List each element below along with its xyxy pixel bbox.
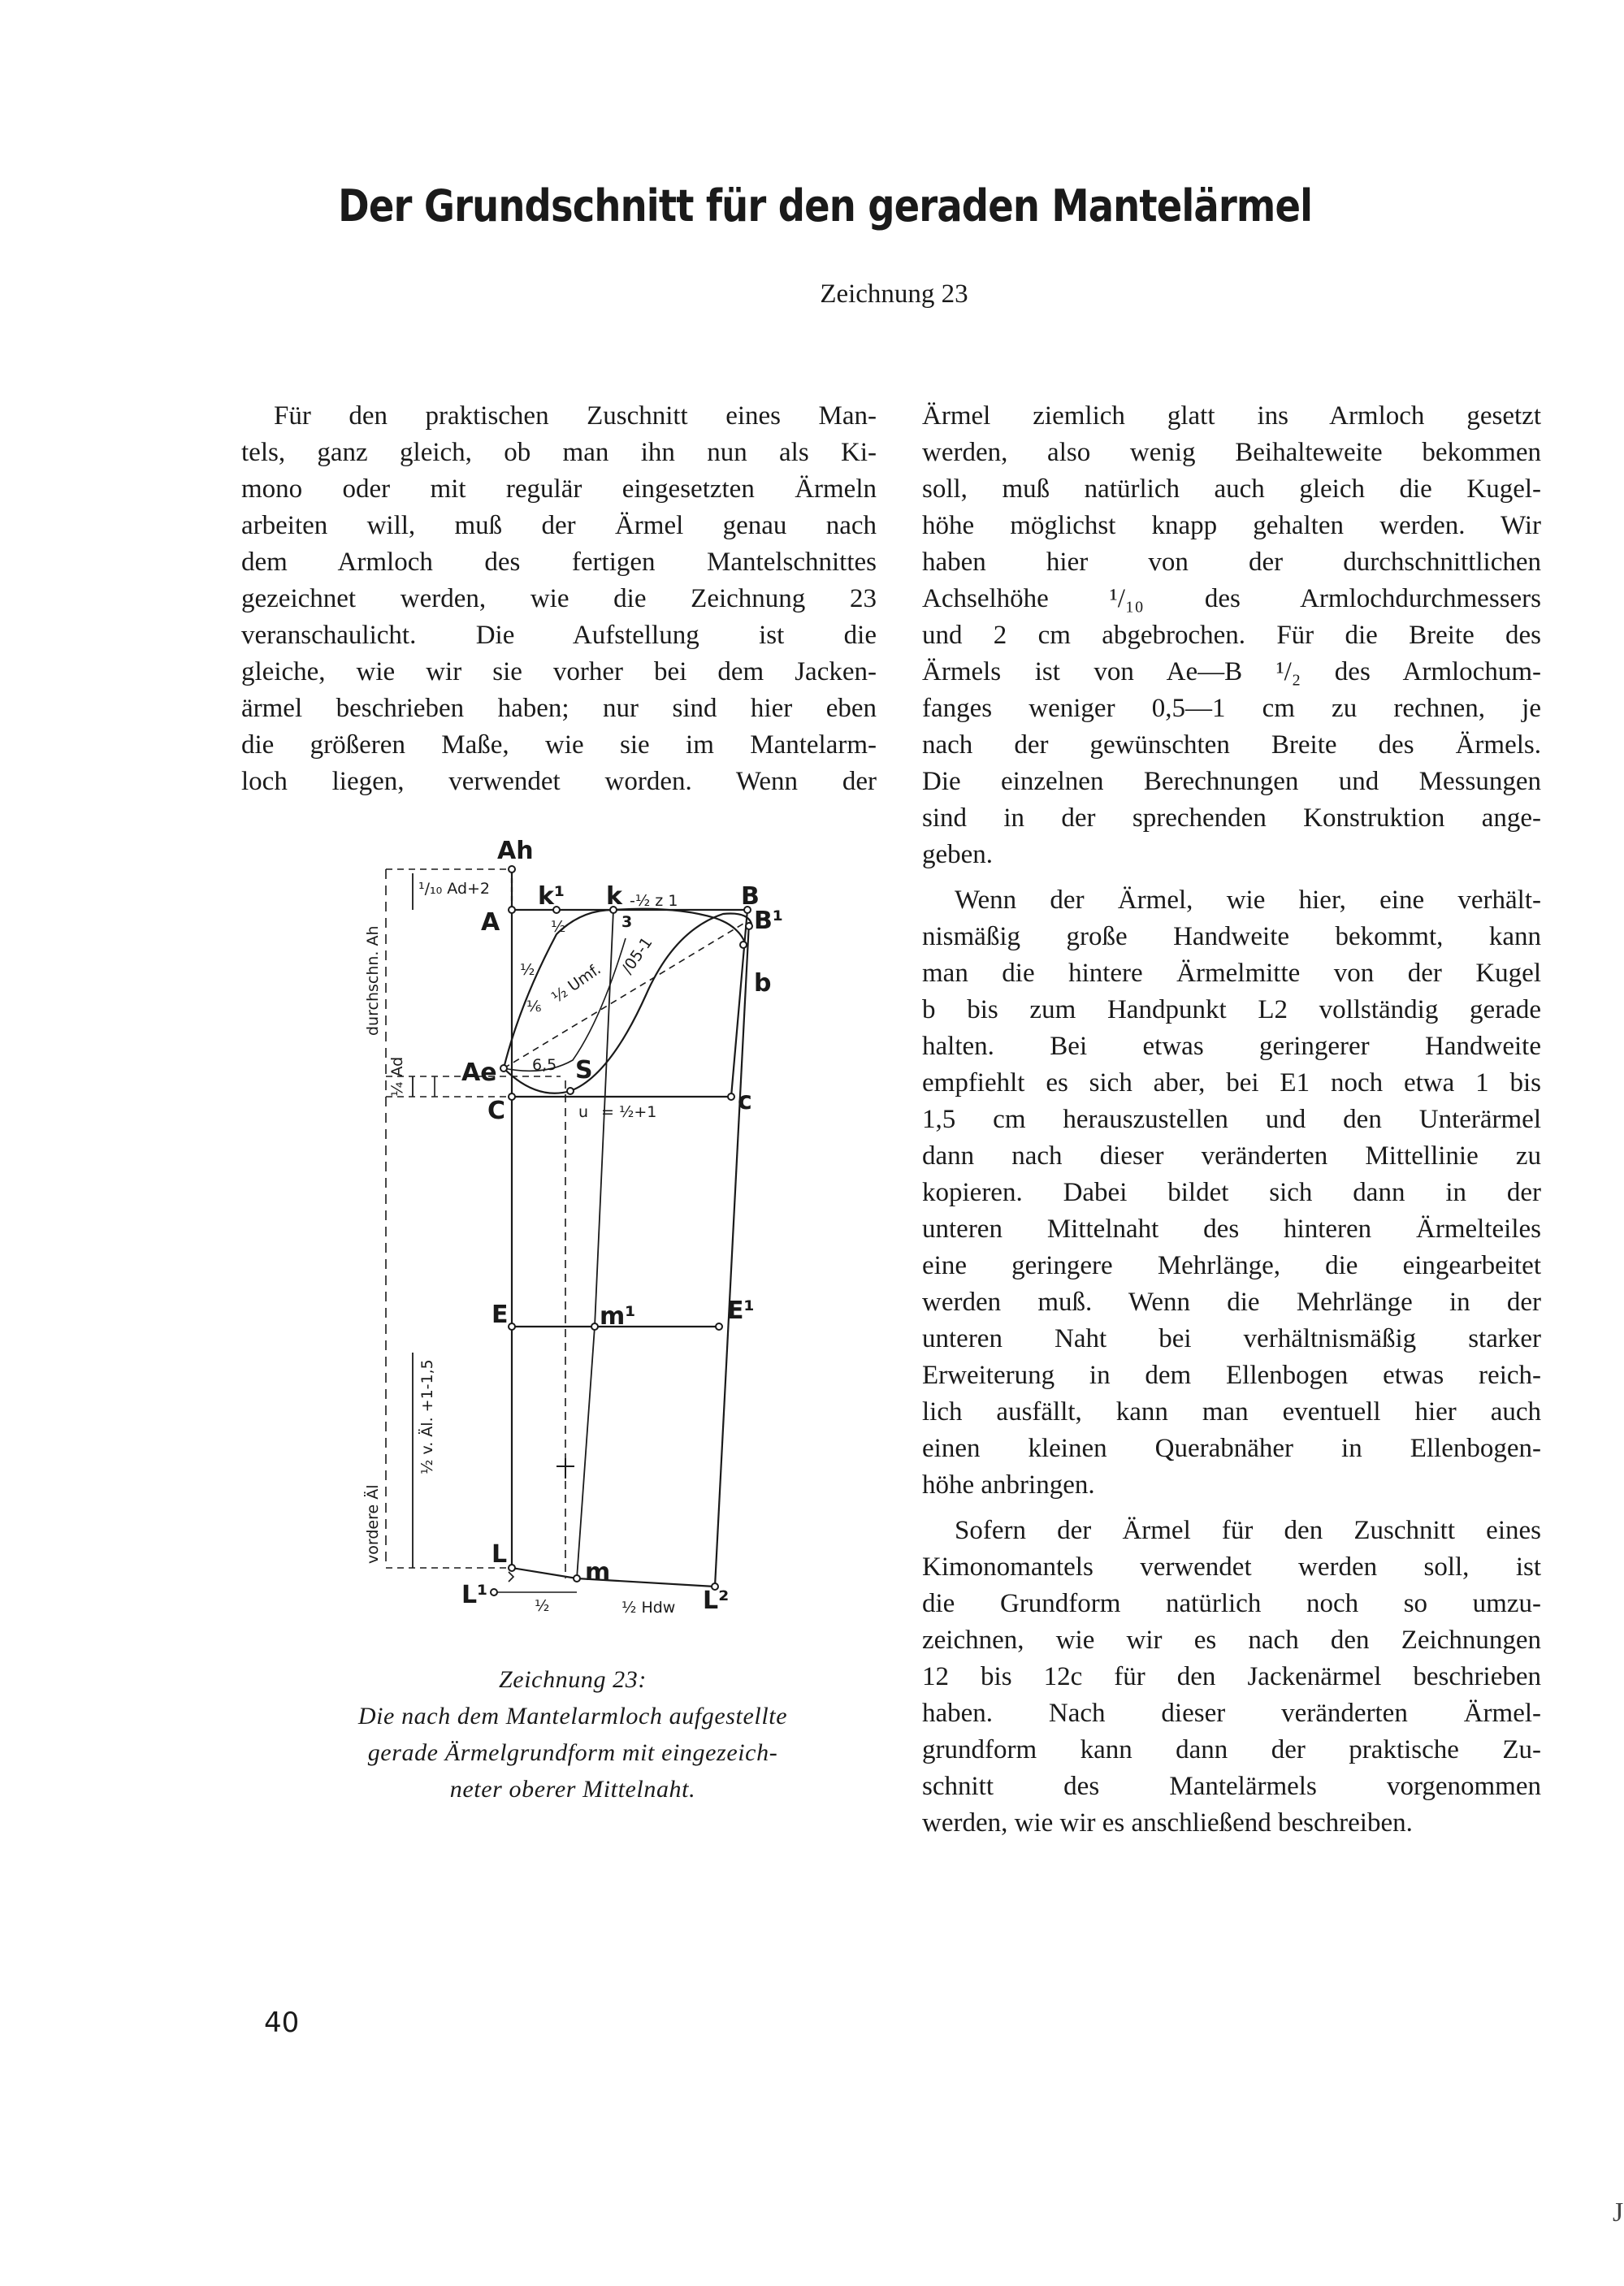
text-line: einen kleinen Querabnäher in Ellenbogen- [922, 1434, 1541, 1463]
text-line: nismäßig große Handweite bekommt, kann [922, 922, 1541, 951]
text-line: haben. Nach dieser veränderten Ärmel- [922, 1699, 1541, 1728]
text-line: die größeren Maße, wie sie im Mantelarm- [241, 730, 877, 760]
pattern-drawing [357, 833, 796, 1637]
text-line: und 2 cm abgebrochen. Für die Breite des [922, 621, 1541, 650]
annot-hdw: ½ Hdw [621, 1599, 676, 1617]
text-line: Wenn der Ärmel, wie hier, eine verhält- [955, 885, 1541, 915]
text-line: dann nach dieser veränderten Mittellinie zu [922, 1141, 1541, 1171]
text-line: werden muß. Wenn die Mehrlänge in der [922, 1288, 1541, 1317]
text-line: gleiche, wie wir sie vorher bei dem Jacken- [241, 657, 877, 686]
text-line: nach der gewünschten Breite des Ärmels. [922, 730, 1541, 760]
caption-line-2: Die nach dem Mantelarmloch aufgestellte [357, 1703, 788, 1730]
caption-line-1: Zeichnung 23: [499, 1666, 647, 1693]
label-L: L [492, 1540, 508, 1569]
text-line: arbeiten will, muß der Ärmel genau nach [241, 511, 877, 540]
text-line: grundform kann dann der praktische Zu- [922, 1735, 1541, 1764]
label-L2: L² [703, 1587, 730, 1615]
text-line: Achselhöhe ¹/₁₀ des Armlochdurchmessers [922, 584, 1541, 613]
text-line: geben. [922, 840, 994, 869]
annot-vordere: vordere Äl [364, 1484, 382, 1564]
annot-ae-rel: /05-1 [618, 933, 656, 977]
text-line: werden, also wenig Beihalteweite bekommen [922, 438, 1541, 467]
text-line: fanges weniger 0,5—1 cm zu rechnen, je [922, 694, 1541, 723]
text-line: Ärmels ist von Ae—B ¹/₂ des Armlochum- [922, 657, 1541, 686]
back-sleeve-line [715, 922, 749, 1587]
label-Ah: Ah [497, 837, 534, 865]
text-line: zeichnen, wie wir es nach den Zeichnungen [922, 1626, 1541, 1655]
label-E1: E¹ [727, 1297, 755, 1325]
label-3: 3 [621, 913, 633, 931]
annot-durchschn: durchschn. Ah [364, 925, 382, 1036]
annot-ad10: ¹/₁₀ Ad+2 [418, 880, 491, 898]
figure-caption [288, 1661, 857, 1808]
caption-line-4: neter oberer Mittelnaht. [449, 1776, 696, 1803]
text-line: lich ausfällt, kann man eventuell hier auch [922, 1397, 1541, 1427]
text-line: empfiehlt es sich aber, bei E1 noch etwa 1 bis [922, 1068, 1541, 1098]
text-line: veranschaulicht. Die Aufstellung ist die [241, 621, 877, 650]
label-L1: L¹ [461, 1581, 488, 1609]
annot-quarter-ad: ¼ Ad [388, 1056, 406, 1097]
text-line: Ärmel ziemlich glatt ins Armloch gesetzt [922, 401, 1541, 431]
page-title: Der Grundschnitt für den geraden Mantelärmel [338, 180, 1313, 232]
label-Ae: Ae [461, 1059, 497, 1087]
text-line: ärmel beschrieben haben; nur sind hier eben [241, 694, 877, 723]
text-line: werden, wie wir es anschließend beschreiben. [922, 1808, 1413, 1838]
text-line: eine geringere Mehrlänge, die eingearbeitet [922, 1251, 1541, 1280]
text-line: Sofern der Ärmel für den Zuschnitt eines [955, 1516, 1541, 1545]
text-line: loch liegen, verwendet worden. Wenn der [241, 767, 877, 796]
label-b: b [754, 969, 772, 998]
annot-u-half: = ½+1 [601, 1103, 657, 1121]
text-line: die Grundform natürlich noch so umzu- [922, 1589, 1541, 1618]
annot-six5: 6,5 [532, 1056, 557, 1074]
text-line: haben hier von der durchschnittlichen [922, 548, 1541, 577]
text-line: schnitt des Mantelärmels vorgenommen [922, 1772, 1541, 1801]
page-subtitle: Zeichnung 23 [820, 279, 968, 309]
text-line: b bis zum Handpunkt L2 vollständig gerade [922, 995, 1541, 1024]
annot-bottom-half: ½ [535, 1597, 550, 1615]
text-line: kopieren. Dabei bildet sich dann in der [922, 1178, 1541, 1207]
text-line: soll, muß natürlich auch gleich die Kugel- [922, 474, 1541, 504]
annot-half-al: ½ v. Äl. +1-1,5 [418, 1359, 436, 1474]
text-line: 1,5 cm herauszustellen und den Unterärmel [922, 1105, 1541, 1134]
text-line: halten. Bei etwas geringerer Handweite [922, 1032, 1541, 1061]
label-k: k [606, 882, 622, 911]
text-line: Für den praktischen Zuschnitt eines Man- [274, 401, 877, 431]
label-c: c [738, 1087, 752, 1115]
caption-line-3: gerade Ärmelgrundform mit eingezeich- [367, 1739, 778, 1766]
left-text-column [241, 398, 877, 800]
text-line: 12 bis 12c für den Jackenärmel beschrieben [922, 1662, 1541, 1691]
text-line: Kimonomantels verwendet werden soll, ist [922, 1552, 1541, 1582]
label-E: E [492, 1301, 509, 1329]
text-line: unteren Naht bei verhältnismäßig starker [922, 1324, 1541, 1353]
right-text-column [922, 398, 1541, 1842]
text-line: unteren Mittelnaht des hinteren Ärmelteiles [922, 1214, 1541, 1244]
annot-half2: ½ [520, 961, 535, 979]
text-line: tels, ganz gleich, ob man ihn nun als Ki- [241, 438, 877, 467]
label-u: u [578, 1103, 589, 1121]
label-A: A [481, 908, 500, 937]
annot-half1: ½ [551, 918, 566, 936]
text-line: Erweiterung in dem Ellenbogen etwas reich- [922, 1361, 1541, 1390]
label-m1: m¹ [600, 1302, 636, 1331]
text-line: Die einzelnen Berechnungen und Messungen [922, 767, 1541, 796]
annot-sixth: ⅙ [526, 998, 542, 1015]
label-B: B [741, 882, 760, 911]
text-line: sind in der sprechenden Konstruktion ange- [922, 803, 1541, 833]
text-line: dem Armloch des fertigen Mantelschnittes [241, 548, 877, 577]
sleeve-pattern-figure [357, 833, 796, 1637]
annot-k-half: -½ z 1 [630, 892, 678, 910]
label-k1: k¹ [538, 882, 565, 911]
text-line: gezeichnet werden, wie die Zeichnung 23 [241, 584, 877, 613]
text-line: man die hintere Ärmelmitte von der Kugel [922, 959, 1541, 988]
text-line: mono oder mit regulär eingesetzten Ärmeln [241, 474, 877, 504]
text-line: höhe möglichst knapp gehalten werden. Wir [922, 511, 1541, 540]
page-number: 40 [264, 2007, 300, 2039]
label-m: m [585, 1558, 611, 1587]
label-B1: B¹ [754, 907, 784, 935]
label-C: C [487, 1097, 506, 1125]
text-line: höhe anbringen. [922, 1470, 1095, 1500]
margin-mark: J [1613, 2197, 1624, 2228]
annot-umf: ½ Umf. [548, 959, 604, 1007]
label-S: S [575, 1056, 593, 1085]
